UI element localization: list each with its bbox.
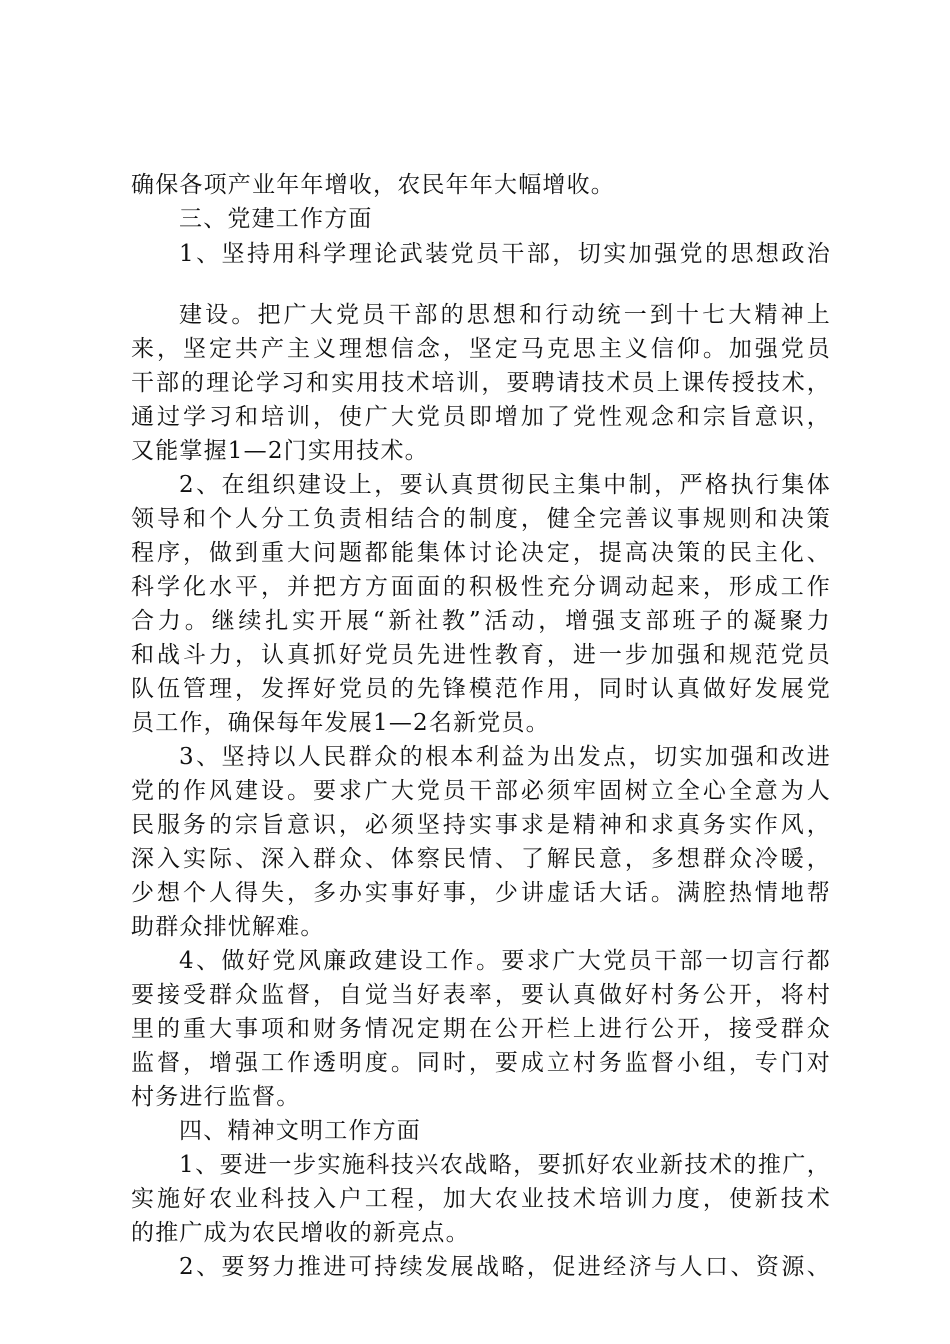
text-line: 里的重大事项和财务情况定期在公开栏上进行公开，接受群众	[131, 1016, 831, 1042]
text-line: 干部的理论学习和实用技术培训，要聘请技术员上课传授技术，	[131, 370, 831, 396]
text-line: 队伍管理，发挥好党员的先锋模范作用，同时认真做好发展党	[131, 676, 831, 702]
text-line: 要接受群众监督，自觉当好表率，要认真做好村务公开，将村	[131, 982, 831, 1008]
text-line: 合力。继续扎实开展“新社教”活动，增强支部班子的凝聚力	[131, 608, 831, 634]
text-line: 村务进行监督。	[131, 1084, 301, 1110]
text-line: 科学化水平，并把方方面面的积极性充分调动起来，形成工作	[131, 574, 831, 600]
text-line: 民服务的宗旨意识，必须坚持实事求是精神和求真务实作风，	[131, 812, 831, 838]
text-line: 程序，做到重大问题都能集体讨论决定，提高决策的民主化、	[131, 540, 831, 566]
text-line: 领导和个人分工负责相结合的制度，健全完善议事规则和决策	[131, 506, 831, 532]
text-line: 3、坚持以人民群众的根本利益为出发点，切实加强和改进	[179, 744, 831, 770]
text-line: 监督，增强工作透明度。同时，要成立村务监督小组，专门对	[131, 1050, 831, 1076]
text-line: 党的作风建设。要求广大党员干部必须牢固树立全心全意为人	[131, 778, 831, 804]
text-line: 2、在组织建设上，要认真贯彻民主集中制，严格执行集体	[179, 472, 831, 498]
text-line: 少想个人得失，多办实事好事，少讲虚话大话。满腔热情地帮	[131, 880, 831, 906]
text-line: 员工作，确保每年发展1—2名新党员。	[131, 710, 550, 736]
text-line: 建设。把广大党员干部的思想和行动统一到十七大精神上	[179, 302, 831, 328]
text-line: 又能掌握1—2门实用技术。	[131, 438, 429, 464]
text-line: 确保各项产业年年增收，农民年年大幅增收。	[131, 172, 615, 198]
text-line: 通过学习和培训，使广大党员即增加了党性观念和宗旨意识，	[131, 404, 831, 430]
text-line: 的推广成为农民增收的新亮点。	[131, 1220, 470, 1246]
text-line: 和战斗力，认真抓好党员先进性教育，进一步加强和规范党员	[131, 642, 831, 668]
section-heading: 三、党建工作方面	[179, 206, 373, 232]
text-line: 助群众排忧解难。	[131, 914, 325, 940]
text-line: 深入实际、深入群众、体察民情、了解民意，多想群众冷暖，	[131, 846, 831, 872]
section-heading: 四、精神文明工作方面	[179, 1118, 421, 1144]
text-line: 实施好农业科技入户工程，加大农业技术培训力度，使新技术	[131, 1186, 831, 1212]
text-line: 来，坚定共产主义理想信念，坚定马克思主义信仰。加强党员	[131, 336, 831, 362]
text-line: 1、要进一步实施科技兴农战略，要抓好农业新技术的推广，	[179, 1152, 831, 1178]
text-line: 1、坚持用科学理论武装党员干部，切实加强党的思想政治	[179, 241, 831, 267]
text-line: 2、要努力推进可持续发展战略，促进经济与人口、资源、	[179, 1254, 831, 1280]
text-line: 4、做好党风廉政建设工作。要求广大党员干部一切言行都	[179, 948, 831, 974]
